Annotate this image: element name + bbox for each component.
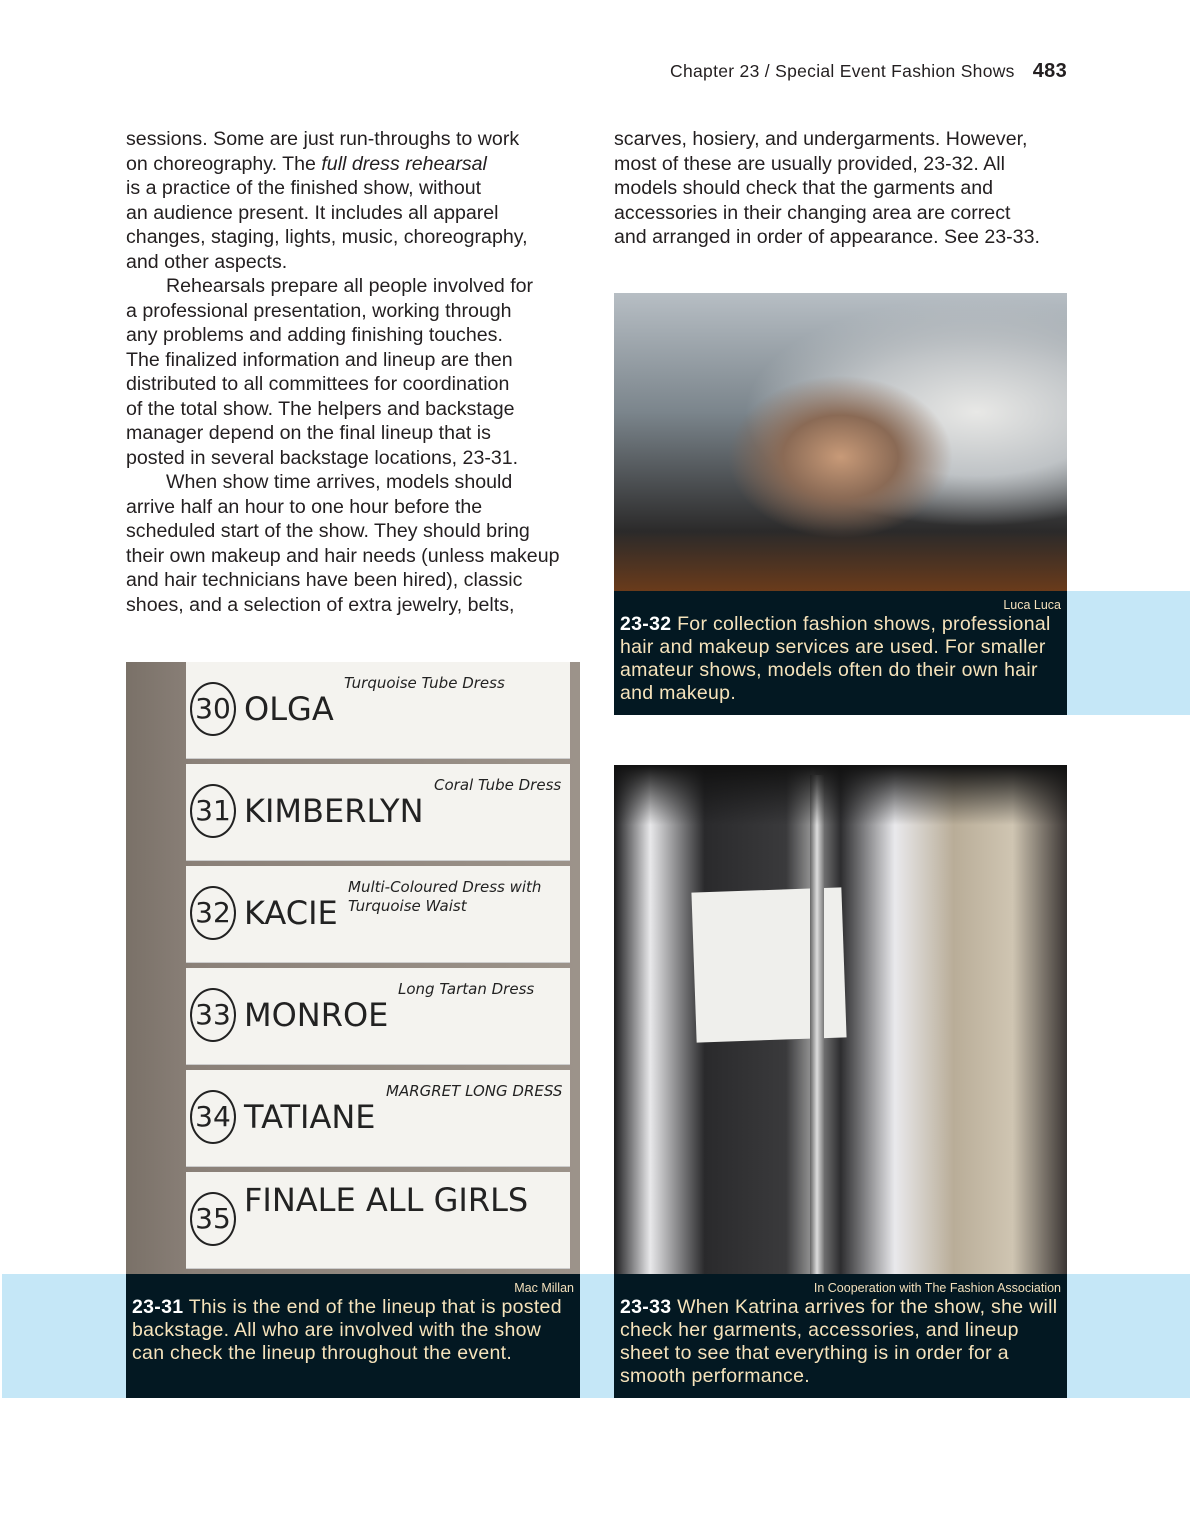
- lineup-entry: [186, 866, 570, 963]
- text: Rehearsals prepare all people involved for: [166, 275, 534, 297]
- key-term: full dress rehearsal: [321, 152, 487, 175]
- photo-makeup-artist-and-model: [614, 293, 1067, 591]
- photo-credit: In Cooperation with The Fashion Association: [813, 1281, 1061, 1295]
- body-text-line: [126, 519, 560, 544]
- model-number: 35: [190, 1192, 236, 1246]
- figure-number: 23-33: [620, 1296, 672, 1318]
- outfit-description: Multi-Coloured Dress with Turquoise Waist: [348, 878, 542, 915]
- model-number: 33: [190, 988, 236, 1042]
- body-text-line: [126, 250, 560, 275]
- text: arrive half an hour to one hour before the: [126, 495, 483, 518]
- lineup-entry: [186, 1070, 570, 1167]
- body-text-line: [126, 299, 560, 324]
- text: and other aspects.: [126, 250, 288, 273]
- photo-credit: Luca Luca: [1003, 598, 1061, 612]
- model-number: 30: [190, 682, 236, 736]
- body-text-line: [126, 323, 560, 348]
- body-text-line: [126, 495, 560, 520]
- model-name: MONROE: [244, 996, 389, 1034]
- model-name: FINALE ALL GIRLS: [244, 1181, 529, 1219]
- figure-number: 23-32: [620, 613, 672, 635]
- body-text-line: most of these are usually provided, 23-32. All: [614, 152, 1006, 175]
- left-body-column: [126, 127, 560, 617]
- running-header: [670, 60, 1067, 83]
- model-name: KIMBERLYN: [244, 792, 424, 830]
- text: any problems and adding finishing touches.: [126, 324, 503, 346]
- body-text-line: [126, 593, 560, 618]
- body-text-line: [126, 127, 560, 152]
- photo-clothing-rack-lineup-sheet: [614, 765, 1067, 1274]
- photo-credit: Mac Millan: [514, 1281, 574, 1295]
- body-text-line: [126, 176, 560, 201]
- model-number: 31: [190, 784, 236, 838]
- lineup-entry: [186, 764, 570, 861]
- figure-caption-23-32: [614, 591, 1067, 715]
- body-text-line: [126, 568, 560, 593]
- body-text-line: [126, 421, 560, 446]
- text: on choreography. The: [126, 152, 322, 175]
- rack-pole: [810, 775, 824, 1274]
- text: distributed to all committees for coordination: [126, 373, 510, 395]
- figure-number: 23-31: [132, 1296, 184, 1318]
- text: and hair technicians have been hired), classic: [126, 569, 523, 591]
- model-number: 34: [190, 1090, 236, 1144]
- text: posted in several backstage locations, 23-31.: [126, 446, 519, 469]
- body-text-line: [126, 470, 560, 495]
- caption-text: This is the end of the lineup that is posted backstage. All who are involved with the show can check the lineup throughout the event.: [132, 1296, 562, 1364]
- text: manager depend on the final lineup that is: [126, 422, 491, 444]
- text: of the total show. The helpers and backstage: [126, 397, 515, 420]
- text: scheduled start of the show. They should bring: [126, 520, 530, 542]
- body-text-line: [126, 544, 560, 569]
- figure-caption-23-33: [614, 1274, 1067, 1398]
- text: their own makeup and hair needs (unless makeup: [126, 544, 560, 567]
- caption-text: When Katrina arrives for the show, she will check her garments, accessories, and lineup sheet to see that everything is in order for a smooth performance.: [620, 1296, 1058, 1387]
- body-text-line: [126, 201, 560, 226]
- model-name: OLGA: [244, 690, 334, 728]
- figure-caption-23-31: [126, 1274, 580, 1398]
- body-text-line: accessories in their changing area are correct: [614, 201, 1011, 224]
- text: is a practice of the finished show, without: [126, 177, 482, 199]
- model-number: 32: [190, 886, 236, 940]
- outfit-description: Long Tartan Dress: [398, 980, 535, 998]
- outfit-description: Coral Tube Dress: [434, 776, 562, 794]
- caption-text: For collection fashion shows, professional hair and makeup services are used. For smaller amateur shows, models often do their own hair and makeup.: [620, 613, 1051, 704]
- text: sessions. Some are just run-throughs to work: [126, 128, 520, 150]
- body-text-line: [126, 372, 560, 397]
- body-text-line: [126, 225, 560, 250]
- body-text-line: [126, 397, 560, 422]
- text: When show time arrives, models should: [166, 471, 513, 493]
- page-number: 483: [1032, 60, 1067, 82]
- lineup-entry: [186, 662, 570, 759]
- text: The finalized information and lineup are then: [126, 348, 513, 371]
- body-text-line: [126, 274, 560, 299]
- photo-lineup-sheet: [126, 662, 580, 1274]
- lineup-entry: [186, 1172, 570, 1269]
- body-text-line: [126, 348, 560, 373]
- body-text-line: [126, 152, 560, 177]
- outfit-description: Turquoise Tube Dress: [344, 674, 505, 692]
- caption-band-decoration: [1067, 591, 1190, 715]
- text: shoes, and a selection of extra jewelry, belts,: [126, 593, 515, 616]
- photo-shadow: [614, 765, 1067, 825]
- text: an audience present. It includes all apparel: [126, 201, 499, 224]
- text: a professional presentation, working through: [126, 299, 512, 322]
- right-body-column: [614, 127, 1040, 250]
- body-text-line: scarves, hosiery, and undergarments. However,: [614, 128, 1028, 150]
- body-text-line: models should check that the garments and: [614, 177, 994, 199]
- outfit-description: MARGRET LONG DRESS: [386, 1082, 563, 1100]
- lineup-entry: [186, 968, 570, 1065]
- body-text-line: and arranged in order of appearance. See 23-33.: [614, 226, 1040, 248]
- model-name: TATIANE: [244, 1098, 376, 1136]
- text: changes, staging, lights, music, choreography,: [126, 226, 528, 248]
- running-title: Chapter 23 / Special Event Fashion Shows: [670, 61, 1015, 81]
- model-name: KACIE: [244, 894, 338, 932]
- body-text-line: [126, 446, 560, 471]
